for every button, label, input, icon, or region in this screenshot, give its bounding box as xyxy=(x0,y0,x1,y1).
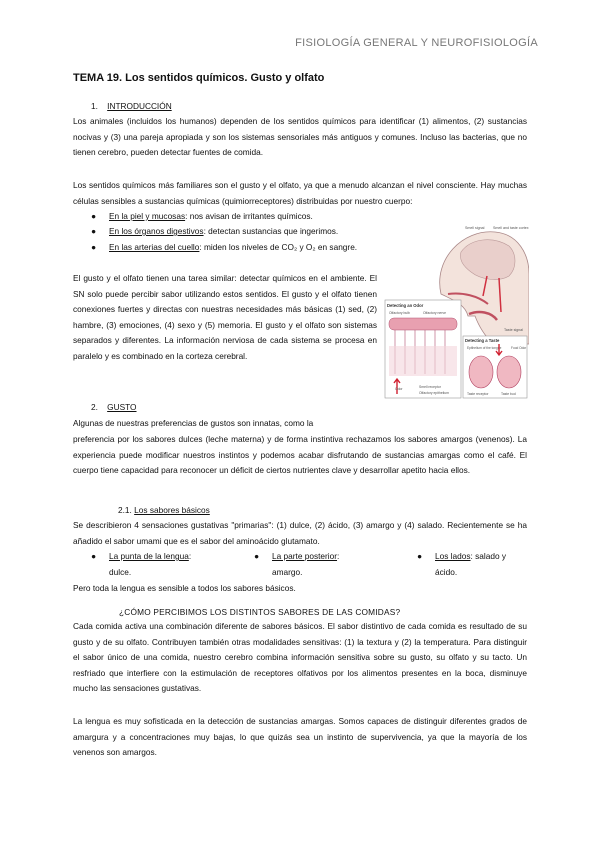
region-taste: dulce. xyxy=(109,566,132,577)
region-name: La parte posterior xyxy=(272,551,338,561)
section-number: 2. xyxy=(91,402,98,412)
bullet-icon: ● xyxy=(91,242,97,252)
bullet-text: : detectan sustancias que ingerimos. xyxy=(203,226,339,236)
bullet-text: : miden los niveles de CO₂ y O₂ en sangre. xyxy=(199,242,358,252)
anatomy-illustration xyxy=(383,224,529,400)
label-smell-taste-cortex: Smell and taste cortex xyxy=(493,226,529,230)
running-header: FISIOLOGÍA GENERAL Y NEUROFISIOLOGÍA xyxy=(295,37,538,49)
region-taste: amargo. xyxy=(272,566,303,577)
perception-heading: ¿CÓMO PERCIBIMOS LOS DISTINTOS SABORES DE LAS COMIDAS? xyxy=(119,607,401,617)
odor-panel-title: Detecting an Odor xyxy=(387,303,424,308)
bullet-term: En la piel y mucosas xyxy=(109,211,186,221)
label-smell-receptor: Smell receptor xyxy=(419,385,441,389)
bullet-digestive xyxy=(91,224,377,240)
bullet-icon: ● xyxy=(91,226,97,236)
gusto-paragraph: preferencia por los sabores dulces (leche materna) y de forma instintiva rechazamos los sabores amargos (venenos). La experiencia puede modificar nuestros instintos y podemos acabar disfrutando de sustancias amargas como el café. El cuerpo tiene capacidad para reconocer un déficit de ciertos nutrientes clave y desarrollar apetito hacia ellos. xyxy=(73,434,527,475)
section-1-heading xyxy=(91,101,172,111)
whole-tongue-sentence: Pero toda la lengua es sensible a todos los sabores básicos. xyxy=(73,583,296,593)
bullet-term: En los órganos digestivos xyxy=(109,226,204,236)
olfactory-bulb-shape xyxy=(389,318,457,330)
label-food-odor: Food Odor xyxy=(511,346,527,350)
perception-paragraph: Cada comida activa una combinación diferente de sabores básicos. El sabor distintivo de cada comida es resultado de su gusto y de su olfato. Contribuyen también otras modalidades sensitivas: (1) la textura y (2) la temperatura. Para distinguir el sabor único de una comida, nuestro cerebro combina información sensitiva sobre su gusto, su olfato y su tacto. Un resfriado que interfiere con la estimulación de receptores olfativos por los alimentos presentes en la boca, disminuye mucho las sensaciones gustativas. xyxy=(73,621,527,693)
page-title: TEMA 19. Los sentidos químicos. Gusto y olfato xyxy=(73,72,325,84)
section-title: INTRODUCCIÓN xyxy=(107,101,172,111)
bullet-arteries xyxy=(91,240,377,256)
bullet-icon: ● xyxy=(91,551,97,561)
label-odor: Odor xyxy=(395,387,403,391)
subsection-2-1-heading xyxy=(118,505,210,515)
tongue-region-back xyxy=(254,549,392,580)
label-olfactory-nerve: Olfactory nerve xyxy=(423,311,446,315)
bullet-skin xyxy=(91,209,377,225)
taste-bud-right xyxy=(497,356,521,388)
label-olfactory-bulb: Olfactory bulb xyxy=(389,311,410,315)
subsection-number: 2.1. xyxy=(118,505,132,515)
bullet-icon: ● xyxy=(254,551,260,561)
bitter-paragraph: La lengua es muy sofisticada en la detección de sustancias amargas. Somos capaces de distinguir diferentes grados de amargura y a concentraciones muy bajas, lo que quizás sea un instinto de supervivencia, ya que la mayoría de los venenos son amargos. xyxy=(73,716,527,757)
chemical-senses-paragraph: Los sentidos químicos más familiares son el gusto y el olfato, ya que a menudo alcanzan el nivel consciente. Hay muchas células sensibles a sustancias químicas (quimiorreceptores) distribuidas por nuestro cuerpo: xyxy=(73,180,527,206)
label-smell-signal: Smell signal xyxy=(465,226,485,230)
bullet-term: En las arterias del cuello xyxy=(109,242,200,252)
taste-bud-left xyxy=(469,356,493,388)
taste-smell-figure xyxy=(383,224,529,400)
label-taste-signal: Taste signal xyxy=(504,328,523,332)
tongue-region-sides xyxy=(417,549,535,580)
region-taste: ácido. xyxy=(435,566,458,577)
intro-paragraph: Los animales (incluidos los humanos) dependen de los sentidos químicos para identificar (1) alimentos, (2) sustancias nocivas y (3) una pareja apropiada y son los sistemas sensoriales más antiguos y comunes. Incluso las bacterias, que no tienen cerebro, pueden detectar fuentes de comida. xyxy=(73,116,527,157)
region-colon: : salado y xyxy=(470,551,507,561)
tongue-region-tip xyxy=(91,549,229,580)
section-number: 1. xyxy=(91,101,98,111)
region-name: La punta de la lengua xyxy=(109,551,189,561)
basic-tastes-paragraph: Se describieron 4 sensaciones gustativas "primarias": (1) dulce, (2) ácido, (3) amargo y (4) salado. Recientemente se ha añadido el sabor umami que es el sabor del aminoácido glutamato. xyxy=(73,520,527,546)
section-2-heading xyxy=(91,402,137,412)
taste-panel-title: Detecting a Taste xyxy=(465,338,500,343)
bullet-text: : nos avisan de irritantes químicos. xyxy=(185,211,313,221)
region-colon: : xyxy=(188,551,192,561)
subsection-title: Los sabores básicos xyxy=(134,505,210,515)
label-taste-receptor: Taste receptor xyxy=(467,392,489,396)
label-taste-bud: Taste bud xyxy=(501,392,516,396)
bullet-icon: ● xyxy=(417,551,423,561)
olfactory-epithelium-shape xyxy=(389,346,457,376)
bullet-icon: ● xyxy=(91,211,97,221)
label-olfactory-epithelium: Olfactory epithelium xyxy=(419,391,449,395)
region-colon: : xyxy=(337,551,340,561)
gusto-paragraph-line1: Algunas de nuestras preferencias de gustos son innatas, como la xyxy=(73,418,314,428)
label-epithelium-tongue: Epithelium of the tongue xyxy=(467,346,502,350)
region-name: Los lados xyxy=(435,551,471,561)
taste-smell-paragraph: El gusto y el olfato tienen una tarea similar: detectar químicos en el ambiente. El SN solo puede percibir sabor utilizando estos sentidos. El gusto y el olfato tienen conexiones fuertes y directas con nuestras necesidades más básicas (1) sed, (2) hambre, (3) emociones, (4) sexo y (5) memoria. El gusto y el olfato son sistemas separados y diferentes. La información nerviosa de cada sistema se procesa en paralelo y es combinado en la corteza cerebral. xyxy=(73,273,377,361)
section-title: GUSTO xyxy=(107,402,137,412)
